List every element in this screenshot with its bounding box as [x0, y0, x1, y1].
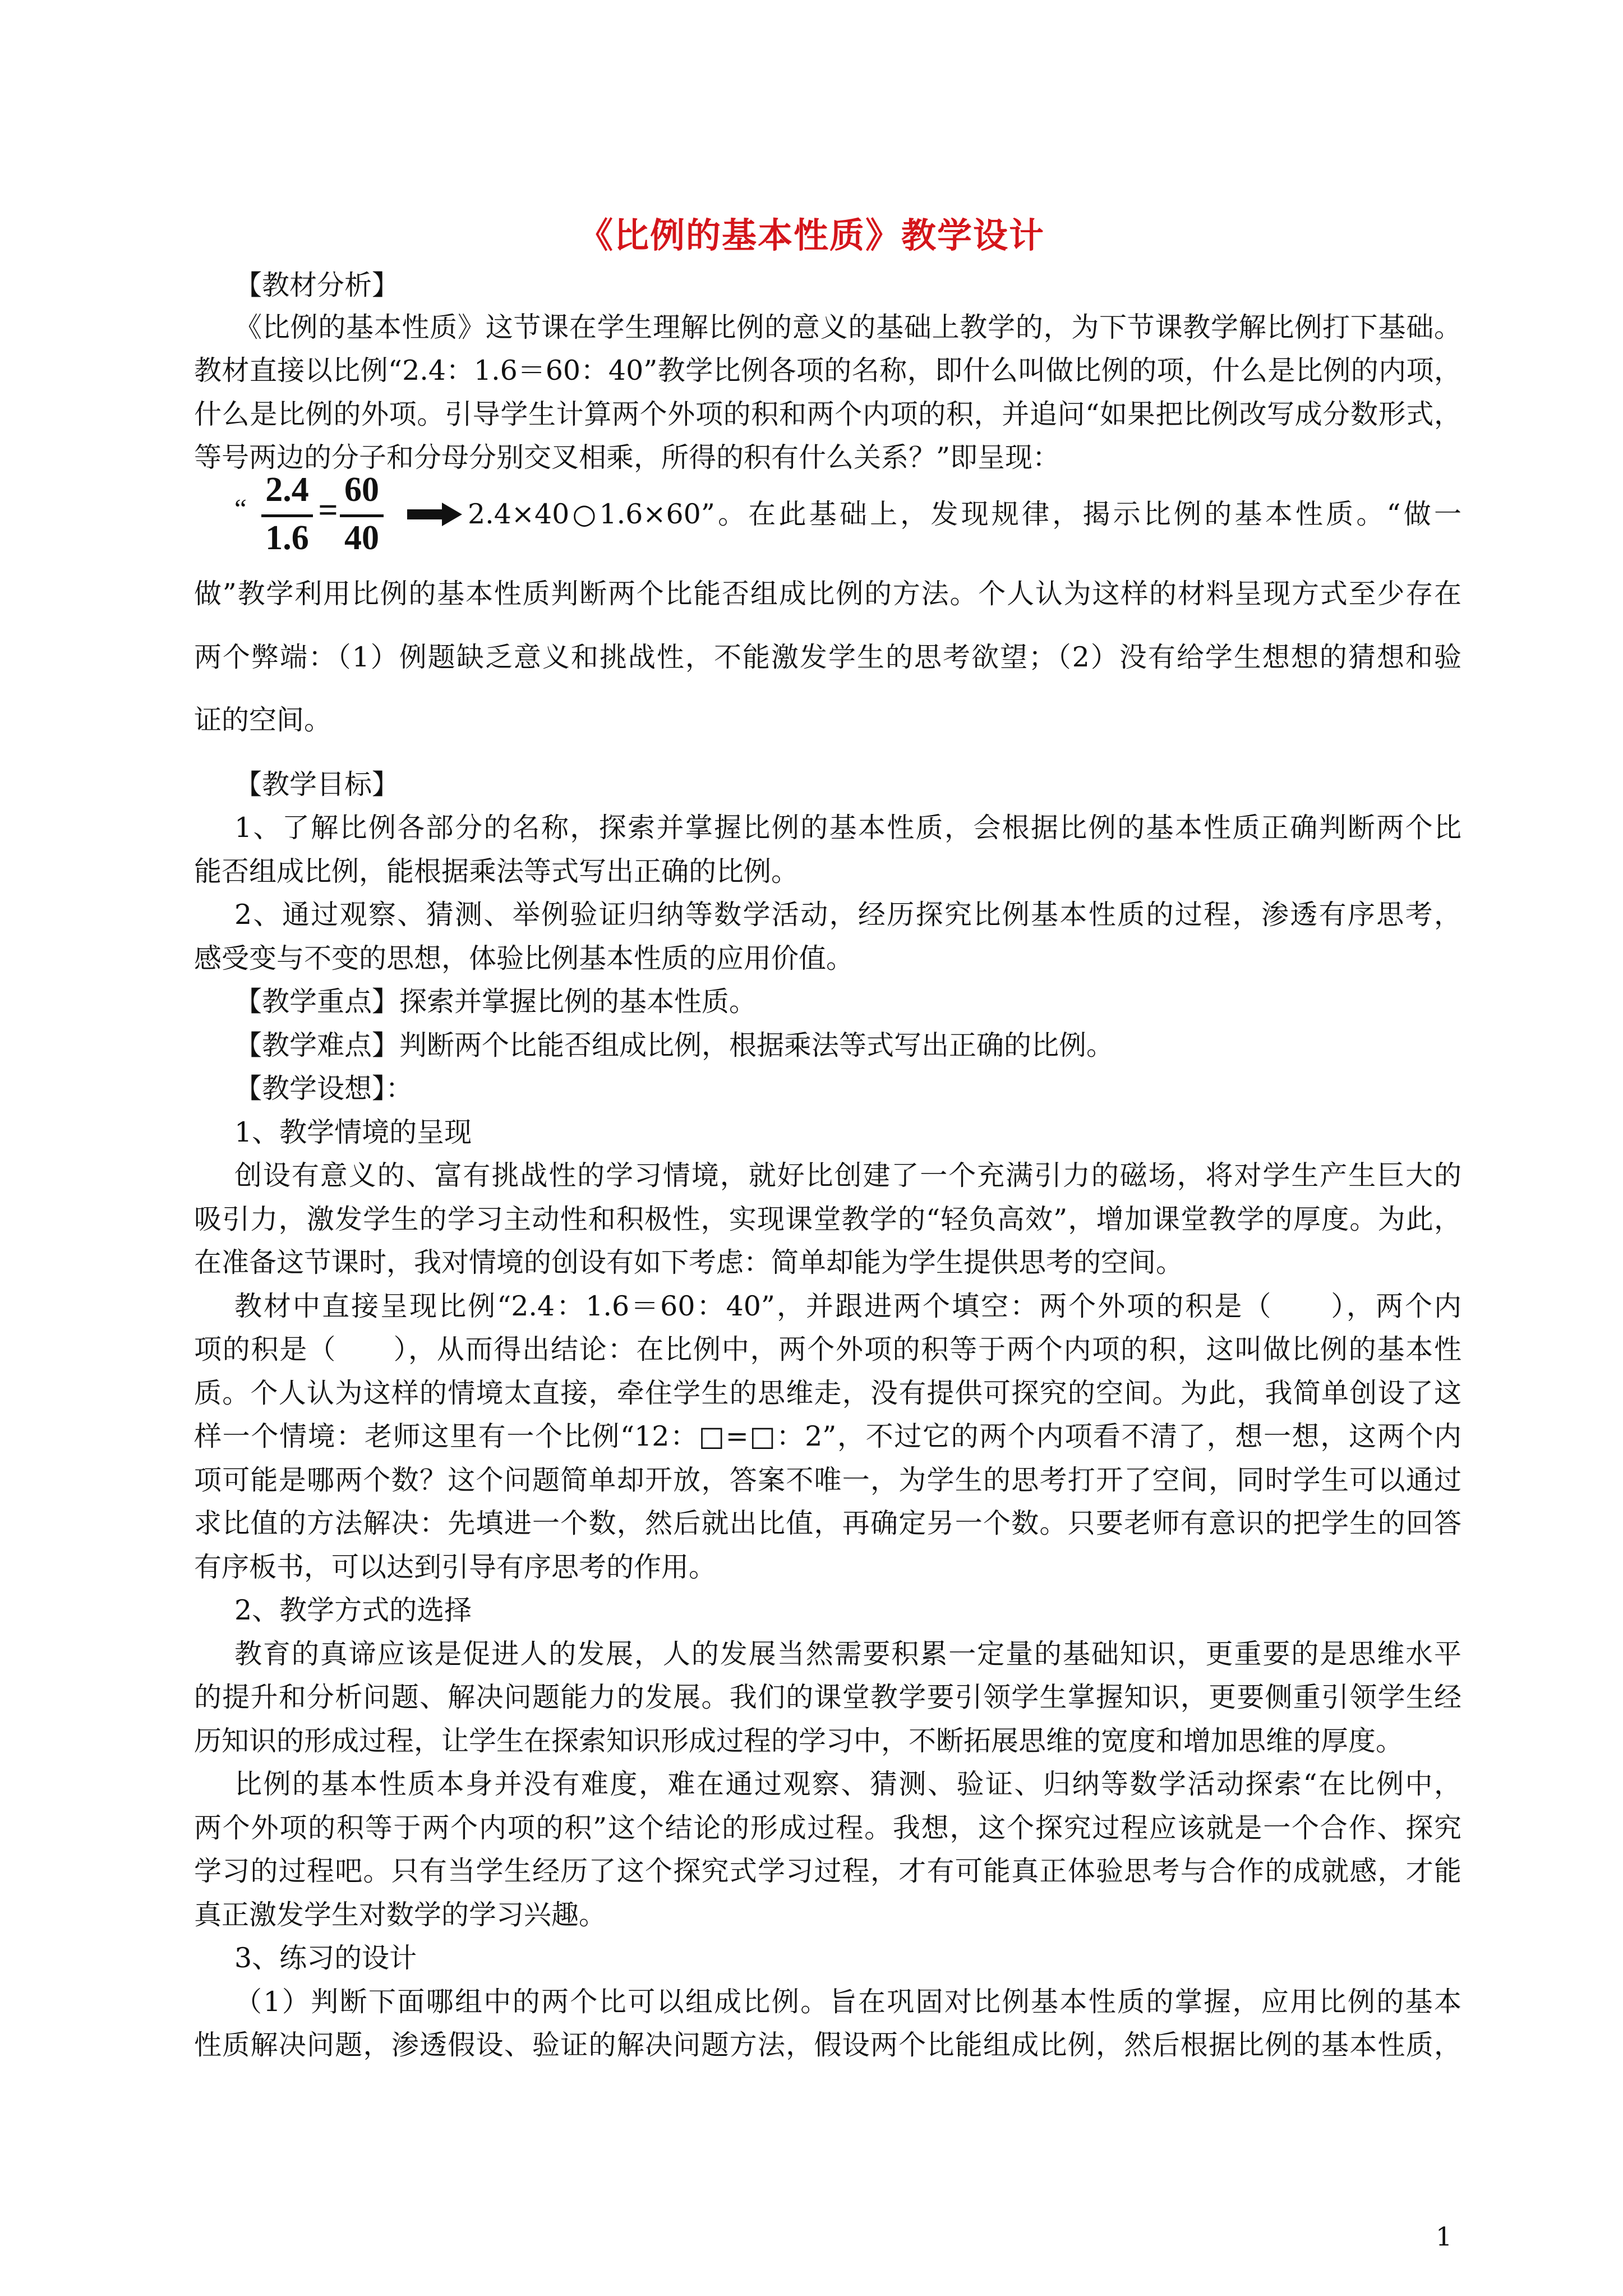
paragraph-line: 有序板书，可以达到引导有序思考的作用。	[194, 1551, 717, 1583]
paragraph-line: （1）判断下面哪组中的两个比可以组成比例。旨在巩固对比例基本性质的掌握，应用比例的基本	[234, 1986, 1461, 2018]
paragraph-line: 什么是比例的外项。引导学生计算两个外项的积和两个内项的积，并追问“如果把比例改写成分数形式，	[194, 398, 1461, 430]
paragraph-line: 学习的过程吧。只有当学生经历了这个探究式学习过程，才有可能真正体验思考与合作的成就感，才能	[194, 1855, 1461, 1887]
paragraph-line: 历知识的形成过程，让学生在探索知识形成过程的学习中，不断拓展思维的宽度和增加思维的厚度。	[194, 1725, 1404, 1757]
equals-sign: =	[318, 491, 338, 530]
paragraph-line: 教材中直接呈现比例“2.4：1.6＝60：40”，并跟进两个填空：两个外项的积是（ ），两个内	[234, 1290, 1461, 1322]
paragraph-line: 两个外项的积等于两个内项的积”这个结论的形成过程。我想，这个探究过程应该就是一个合作、探究	[194, 1812, 1461, 1844]
paragraph-line: 2.4×40○1.6×60”。在此基础上，发现规律，揭示比例的基本性质。“做一	[468, 498, 1461, 530]
paragraph-line: 样一个情境：老师这里有一个比例“12：□=□：2”，不过它的两个内项看不清了，想一想，这两个内	[194, 1420, 1461, 1452]
paragraph-line: 性质解决问题，渗透假设、验证的解决问题方法，假设两个比能组成比例，然后根据比例的基本性质，	[194, 2029, 1461, 2061]
document-title: 《比例的基本性质》教学设计	[578, 215, 1045, 256]
section-heading: 【教学目标】	[234, 769, 400, 800]
paragraph-line: 2、通过观察、猜测、举例验证归纳等数学活动，经历探究比例基本性质的过程，渗透有序思考，	[234, 899, 1461, 931]
fraction-denominator: 40	[344, 519, 379, 557]
paragraph-line: 1、了解比例各部分的名称，探索并掌握比例的基本性质，会根据比例的基本性质正确判断两个比	[234, 812, 1461, 844]
subsection-heading: 1、教学情境的呈现	[234, 1116, 472, 1148]
paragraph-line: 做”教学利用比例的基本性质判断两个比能否组成比例的方法。个人认为这样的材料呈现方式至少存在	[194, 578, 1461, 610]
paragraph-line: 两个弊端：（1）例题缺乏意义和挑战性，不能激发学生的思考欲望；（2）没有给学生想想的猜想和验	[194, 641, 1461, 673]
paragraph-line: 的提升和分析问题、解决问题能力的发展。我们的课堂教学要引领学生掌握知识，更要侧重引领学生经	[194, 1681, 1461, 1713]
fraction-bar	[340, 514, 384, 517]
fraction-numerator: 60	[344, 471, 379, 509]
paragraph-line: 《比例的基本性质》这节课在学生理解比例的意义的基础上教学的，为下节课教学解比例打下基础。	[234, 311, 1461, 343]
paragraph-line: 质。个人认为这样的情境太直接，牵住学生的思维走，没有提供可探究的空间。为此，我简单创设了这	[194, 1377, 1461, 1409]
paragraph-line: 吸引力，激发学生的学习主动性和积极性，实现课堂教学的“轻负高效”，增加课堂教学的厚度。为此，	[194, 1203, 1461, 1235]
subsection-heading: 2、教学方式的选择	[234, 1594, 472, 1626]
paragraph-line: 教育的真谛应该是促进人的发展，人的发展当然需要积累一定量的基础知识，更重要的是思维水平	[234, 1638, 1461, 1670]
paragraph-line: 能否组成比例，能根据乘法等式写出正确的比例。	[194, 855, 799, 887]
paragraph-line: 感受变与不变的思想，体验比例基本性质的应用价值。	[194, 942, 854, 974]
fraction-numerator: 2.4	[265, 471, 309, 509]
section-heading: 【教学难点】判断两个比能否组成比例，根据乘法等式写出正确的比例。	[234, 1029, 1114, 1061]
paragraph-line: 等号两边的分子和分母分别交叉相乘，所得的积有什么关系？”即呈现：	[194, 441, 1061, 473]
page-number: 1	[1436, 2221, 1453, 2252]
paragraph-line: 比例的基本性质本身并没有难度，难在通过观察、猜测、验证、归纳等数学活动探索“在比例中，	[234, 1768, 1461, 1800]
fraction-denominator: 1.6	[265, 519, 309, 557]
section-heading: 【教学重点】探索并掌握比例的基本性质。	[234, 986, 757, 1018]
subsection-heading: 3、练习的设计	[234, 1942, 417, 1974]
paragraph-line: 项可能是哪两个数？这个问题简单却开放，答案不唯一，为学生的思考打开了空间，同时学生可以通过	[194, 1464, 1461, 1496]
open-quote: “	[234, 493, 247, 524]
section-heading: 【教材分析】	[234, 269, 400, 301]
paragraph-line: 求比值的方法解决：先填进一个数，然后就出比值，再确定另一个数。只要老师有意识的把学生的回答	[194, 1507, 1461, 1539]
paragraph-line: 创设有意义的、富有挑战性的学习情境，就好比创建了一个充满引力的磁场，将对学生产生巨大的	[234, 1159, 1461, 1191]
paragraph-line: 教材直接以比例“2.4：1.6＝60：40”教学比例各项的名称，即什么叫做比例的项，什么是比例的内项，	[194, 355, 1461, 386]
paragraph-line: 真正激发学生对数学的学习兴趣。	[194, 1899, 607, 1931]
section-heading: 【教学设想】：	[234, 1073, 413, 1105]
paragraph-line: 在准备这节课时，我对情境的创设有如下考虑：简单却能为学生提供思考的空间。	[194, 1246, 1184, 1278]
fraction-bar	[261, 514, 313, 517]
paragraph-line: 证的空间。	[194, 704, 332, 736]
paragraph-line: 项的积是（ ），从而得出结论：在比例中，两个外项的积等于两个内项的积，这叫做比例的基本性	[194, 1333, 1461, 1365]
right-arrow-icon	[407, 503, 462, 526]
